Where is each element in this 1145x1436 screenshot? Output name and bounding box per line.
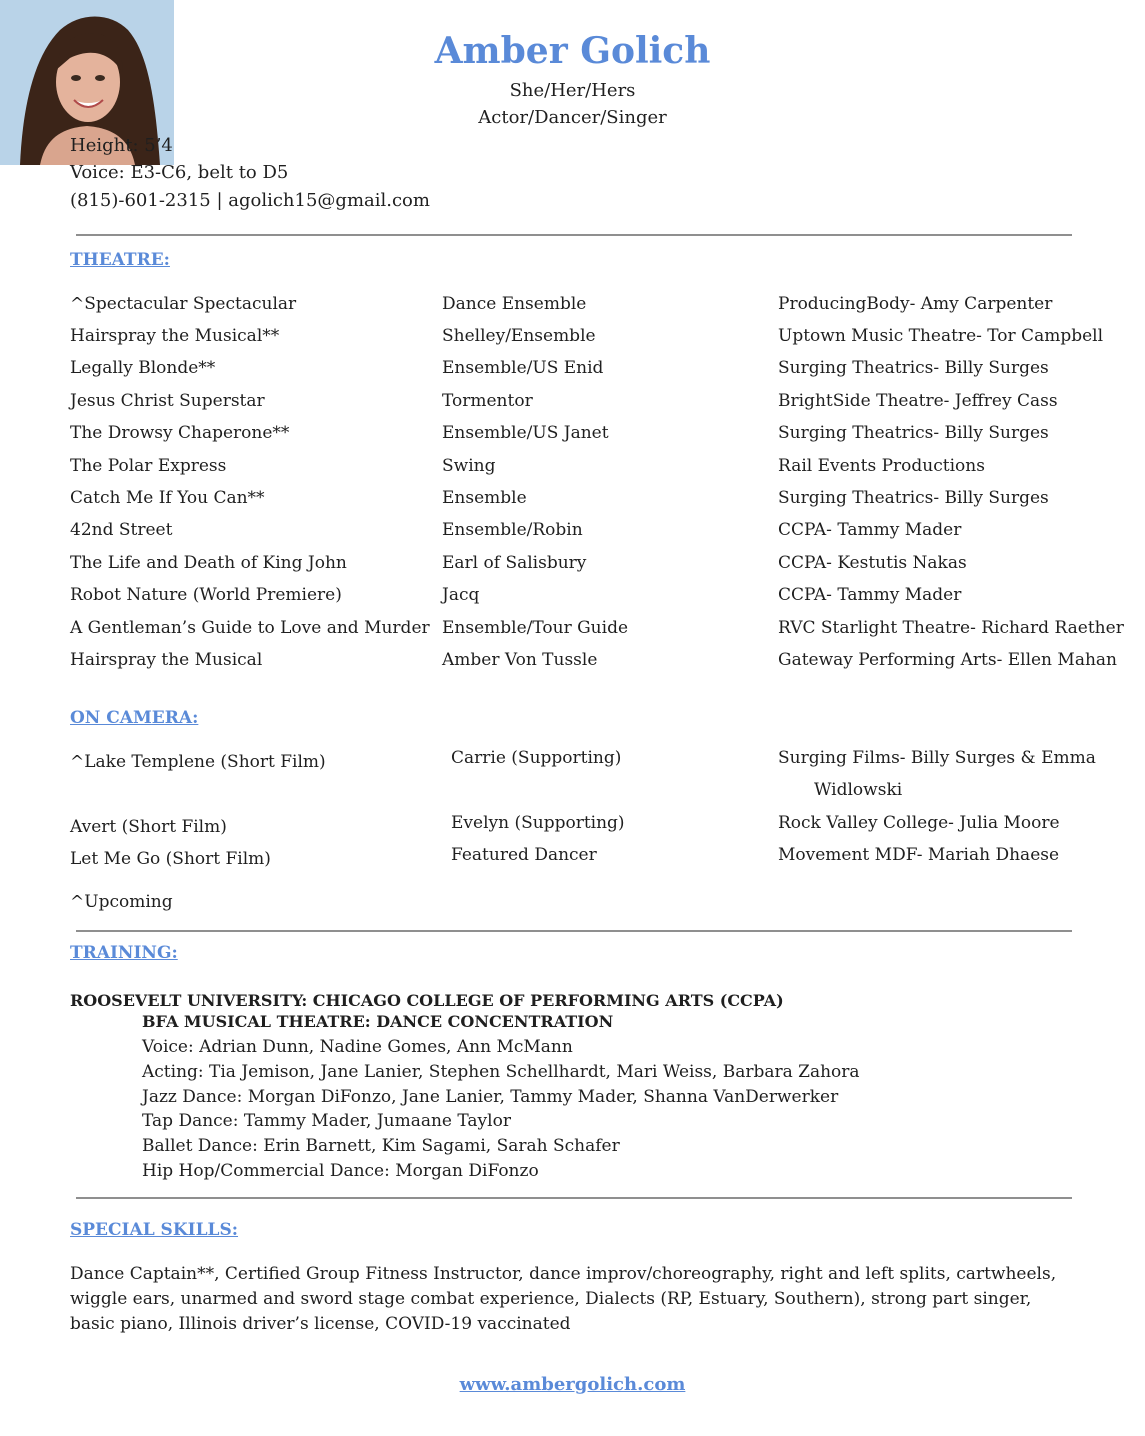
theatre-row <box>0 650 1145 674</box>
theatre-row <box>0 456 1145 480</box>
training-heading: TRAINING: <box>70 943 178 963</box>
training-line: Hip Hop/Commercial Dance: Morgan DiFonzo <box>142 1161 539 1181</box>
training-divider <box>76 1197 1072 1199</box>
film-role: Carrie (Supporting) <box>451 748 622 768</box>
camera-divider <box>76 930 1072 932</box>
show-title: ^Spectacular Spectacular <box>70 294 297 314</box>
website-link[interactable]: www.ambergolich.com <box>459 1374 686 1395</box>
theatre-row <box>0 553 1145 577</box>
theatre-row <box>0 488 1145 512</box>
company-director: Surging Theatrics- Billy Surges <box>778 488 1049 508</box>
company-director: CCPA- Kestutis Nakas <box>778 553 967 573</box>
show-title: Hairspray the Musical** <box>70 326 280 346</box>
film-company: Rock Valley College- Julia Moore <box>778 813 1060 833</box>
theatre-row <box>0 585 1145 609</box>
company-director: Gateway Performing Arts- Ellen Mahan <box>778 650 1117 670</box>
professional-title: Actor/Dancer/Singer <box>478 107 667 128</box>
theatre-row <box>0 294 1145 318</box>
role: Ensemble/Robin <box>442 520 583 540</box>
company-director: CCPA- Tammy Mader <box>778 520 962 540</box>
company-director: Surging Theatrics- Billy Surges <box>778 358 1049 378</box>
degree: BFA MUSICAL THEATRE: DANCE CONCENTRATION <box>142 1012 614 1031</box>
school-name: ROOSEVELT UNIVERSITY: CHICAGO COLLEGE OF PERFORMING ARTS (CCPA) <box>70 991 784 1010</box>
company-director: ProducingBody- Amy Carpenter <box>778 294 1053 314</box>
role: Ensemble/Tour Guide <box>442 618 629 638</box>
theatre-heading: THEATRE: <box>70 250 170 270</box>
company-director: CCPA- Tammy Mader <box>778 585 962 605</box>
show-title: Robot Nature (World Premiere) <box>70 585 342 605</box>
role: Jacq <box>442 585 480 605</box>
theatre-row <box>0 326 1145 350</box>
film-company: Movement MDF- Mariah Dhaese <box>778 845 1060 865</box>
theatre-row <box>0 391 1145 415</box>
skills-line: basic piano, Illinois driver’s license, COVID-19 vaccinated <box>70 1314 571 1334</box>
theatre-row <box>0 358 1145 382</box>
show-title: 42nd Street <box>70 520 173 540</box>
header-divider <box>76 234 1072 236</box>
show-title: A Gentleman’s Guide to Love and Murder <box>70 618 430 638</box>
theatre-row <box>0 618 1145 642</box>
role: Tormentor <box>442 391 533 411</box>
camera-row <box>0 748 1145 772</box>
role: Amber Von Tussle <box>442 650 598 670</box>
film-role: Featured Dancer <box>451 845 597 865</box>
film-company: Surging Films- Billy Surges & Emma <box>778 748 1096 768</box>
special-skills-heading: SPECIAL SKILLS: <box>70 1220 239 1240</box>
theatre-row <box>0 423 1145 447</box>
show-title: Jesus Christ Superstar <box>70 391 265 411</box>
training-line: Tap Dance: Tammy Mader, Jumaane Taylor <box>142 1111 511 1131</box>
role: Ensemble/US Enid <box>442 358 604 378</box>
role: Swing <box>442 456 496 476</box>
voice-info: Voice: E3-C6, belt to D5 <box>70 162 289 183</box>
show-title: Hairspray the Musical <box>70 650 263 670</box>
training-line: Voice: Adrian Dunn, Nadine Gomes, Ann McMann <box>142 1037 573 1057</box>
skills-line: Dance Captain**, Certified Group Fitness Instructor, dance improv/choreography, right and left splits, cartwheels, <box>70 1264 1057 1284</box>
pronouns: She/Her/Hers <box>509 80 636 101</box>
film-title: Avert (Short Film) <box>70 817 227 837</box>
on-camera-heading: ON CAMERA: <box>70 708 199 728</box>
show-title: The Life and Death of King John <box>70 553 347 573</box>
company-director: RVC Starlight Theatre- Richard Raether <box>778 618 1124 638</box>
show-title: The Drowsy Chaperone** <box>70 423 290 443</box>
training-line: Acting: Tia Jemison, Jane Lanier, Stephen Schellhardt, Mari Weiss, Barbara Zahora <box>142 1062 860 1082</box>
film-title: Let Me Go (Short Film) <box>70 849 271 869</box>
height-info: Height: 5’4 <box>70 135 173 156</box>
role: Shelley/Ensemble <box>442 326 596 346</box>
film-company-continued: Widlowski <box>814 780 903 800</box>
role: Earl of Salisbury <box>442 553 587 573</box>
show-title: The Polar Express <box>70 456 227 476</box>
theatre-row <box>0 520 1145 544</box>
company-director: BrightSide Theatre- Jeffrey Cass <box>778 391 1058 411</box>
company-director: Rail Events Productions <box>778 456 985 476</box>
training-line: Ballet Dance: Erin Barnett, Kim Sagami, Sarah Schafer <box>142 1136 620 1156</box>
film-role: Evelyn (Supporting) <box>451 813 625 833</box>
contact-info: (815)-601-2315 | agolich15@gmail.com <box>70 190 430 211</box>
upcoming-note: ^Upcoming <box>70 892 173 912</box>
show-title: Catch Me If You Can** <box>70 488 265 508</box>
company-director: Surging Theatrics- Billy Surges <box>778 423 1049 443</box>
skills-line: wiggle ears, unarmed and sword stage combat experience, Dialects (RP, Estuary, Southern), strong part singer, <box>70 1289 1032 1309</box>
resume-name: Amber Golich <box>434 30 711 72</box>
camera-row <box>0 845 1145 869</box>
company-director: Uptown Music Theatre- Tor Campbell <box>778 326 1104 346</box>
show-title: Legally Blonde** <box>70 358 216 378</box>
camera-row <box>0 813 1145 837</box>
role: Ensemble <box>442 488 527 508</box>
role: Ensemble/US Janet <box>442 423 609 443</box>
training-line: Jazz Dance: Morgan DiFonzo, Jane Lanier, Tammy Mader, Shanna VanDerwerker <box>142 1087 839 1107</box>
role: Dance Ensemble <box>442 294 587 314</box>
film-title: ^Lake Templene (Short Film) <box>70 752 326 772</box>
